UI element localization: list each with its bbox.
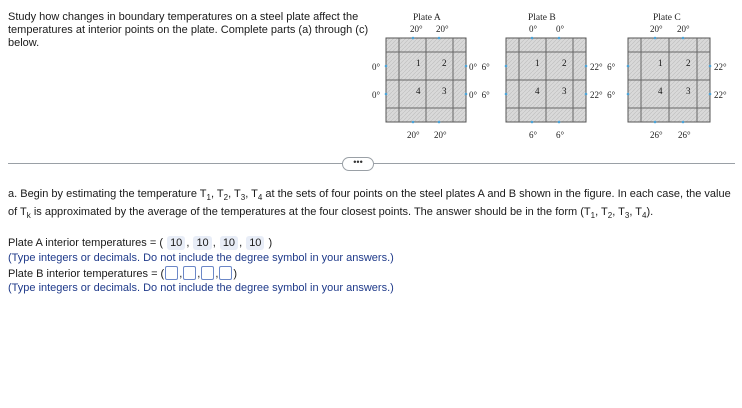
plate-c: [627, 13, 727, 140]
plate-b-top-1: 0°: [529, 24, 538, 34]
plate-b-cell-4: 4: [535, 86, 540, 96]
part-a-text: at the sets of four points on the steel plates A and B shown in the figure. In each case, the value of T: [8, 188, 731, 219]
expand-more-button[interactable]: •••: [342, 157, 374, 171]
comma: ,: [197, 268, 201, 280]
plate-b-bottom-2: 6°: [556, 130, 565, 140]
plate-b-t2-input[interactable]: [183, 266, 196, 280]
plate-c-top-1: 20°: [650, 24, 663, 34]
plate-a-cell-3: 3: [442, 86, 447, 96]
sub-1: 1: [590, 211, 596, 221]
plates-figure: [0, 0, 742, 160]
plate-b-title: Plate B: [528, 13, 556, 23]
plate-a-bottom-1: 20°: [407, 130, 420, 140]
plate-c-top-2: 20°: [677, 24, 690, 34]
plate-b-t4-input[interactable]: [219, 266, 232, 280]
t-3: T: [618, 206, 625, 219]
plate-a-top-2: 20°: [436, 24, 449, 34]
form-close: ).: [646, 206, 654, 219]
plate-a-right-1: 0° 6°: [469, 62, 490, 72]
plate-c-cell-4: 4: [658, 86, 663, 96]
form-open: (T: [580, 206, 591, 219]
plate-b-cell-1: 1: [535, 58, 540, 68]
sep: ,: [595, 206, 602, 219]
plate-a-t3-value[interactable]: 10: [220, 236, 238, 250]
plate-c-right-1: 22°: [714, 62, 727, 72]
sub-2: 2: [607, 211, 613, 221]
sep: ,: [629, 206, 636, 219]
plate-a-t1-value[interactable]: 10: [167, 236, 185, 250]
comma: ,: [215, 268, 219, 280]
plate-b-top-2: 0°: [556, 24, 565, 34]
plate-a-answer-label: Plate A interior temperatures = (: [8, 237, 167, 249]
plate-b-answer-label: Plate B interior temperatures = (: [8, 268, 165, 280]
t-3: T: [234, 188, 241, 200]
t-4: T: [635, 206, 642, 219]
comma: ,: [239, 237, 243, 249]
plate-a-t2-value[interactable]: 10: [193, 236, 211, 250]
plate-a-left-1: 0°: [372, 62, 381, 72]
plate-b-cell-3: 3: [562, 86, 567, 96]
plate-b-answer-row: [8, 266, 237, 281]
plate-a-cell-4: 4: [416, 86, 421, 96]
plate-a-bottom-2: 20°: [434, 130, 447, 140]
plate-a-cell-1: 1: [416, 58, 421, 68]
plate-b: [505, 13, 616, 140]
t-2: T: [601, 206, 608, 219]
plate-b-t3-input[interactable]: [201, 266, 214, 280]
part-a-text: is approximated by the average of the temperatures at the four closest points. The answer should be in the form: [30, 206, 581, 219]
close-paren: ): [265, 237, 273, 249]
sep: ,: [245, 188, 252, 200]
sub-4: 4: [257, 193, 263, 203]
plate-a-left-2: 0°: [372, 90, 381, 100]
plate-a-title: Plate A: [413, 13, 441, 23]
close-paren: ): [233, 268, 238, 280]
t-2: T: [216, 188, 224, 200]
plate-b-t1-input[interactable]: [165, 266, 178, 280]
plate-c-cell-3: 3: [686, 86, 691, 96]
sep: ,: [228, 188, 234, 200]
plate-c-right-2: 22°: [714, 90, 727, 100]
part-a-text: a. Begin by estimating the temperature T: [8, 188, 207, 200]
sub-k: k: [26, 211, 31, 221]
sub-4: 4: [641, 211, 647, 221]
plate-a-hint: (Type integers or decimals. Do not include the degree symbol in your answers.): [8, 252, 394, 264]
plate-c-cell-2: 2: [686, 58, 691, 68]
plate-a: [372, 13, 490, 140]
comma: ,: [179, 268, 183, 280]
sub-2: 2: [223, 193, 229, 203]
plate-c-cell-1: 1: [658, 58, 663, 68]
plate-b-right-2: 22° 6°: [590, 90, 616, 100]
plate-c-bottom-2: 26°: [678, 130, 691, 140]
plate-a-answer-row: [8, 236, 272, 250]
problem-prompt: Study how changes in boundary temperatures on a steel plate affect the temperatures at interior points on the plate. Complete parts (a) through (c) below.: [8, 11, 369, 49]
plate-b-bottom-1: 6°: [529, 130, 538, 140]
sub-3: 3: [624, 211, 630, 221]
comma: ,: [186, 237, 190, 249]
plate-c-bottom-1: 26°: [650, 130, 663, 140]
sub-3: 3: [240, 193, 246, 203]
sep: ,: [612, 206, 619, 219]
plate-b-cell-2: 2: [562, 58, 567, 68]
sep: ,: [210, 188, 217, 200]
plate-b-hint: (Type integers or decimals. Do not include the degree symbol in your answers.): [8, 282, 394, 294]
t-4: T: [251, 188, 258, 200]
plate-b-right-1: 22° 6°: [590, 62, 616, 72]
plate-a-cell-2: 2: [442, 58, 447, 68]
comma: ,: [212, 237, 216, 249]
plate-a-right-2: 0° 6°: [469, 90, 490, 100]
part-a-instructions: [8, 187, 734, 223]
plate-a-t4-value[interactable]: 10: [246, 236, 264, 250]
plate-a-top-1: 20°: [410, 24, 423, 34]
plate-c-title: Plate C: [653, 13, 681, 23]
sub-1: 1: [206, 193, 211, 203]
